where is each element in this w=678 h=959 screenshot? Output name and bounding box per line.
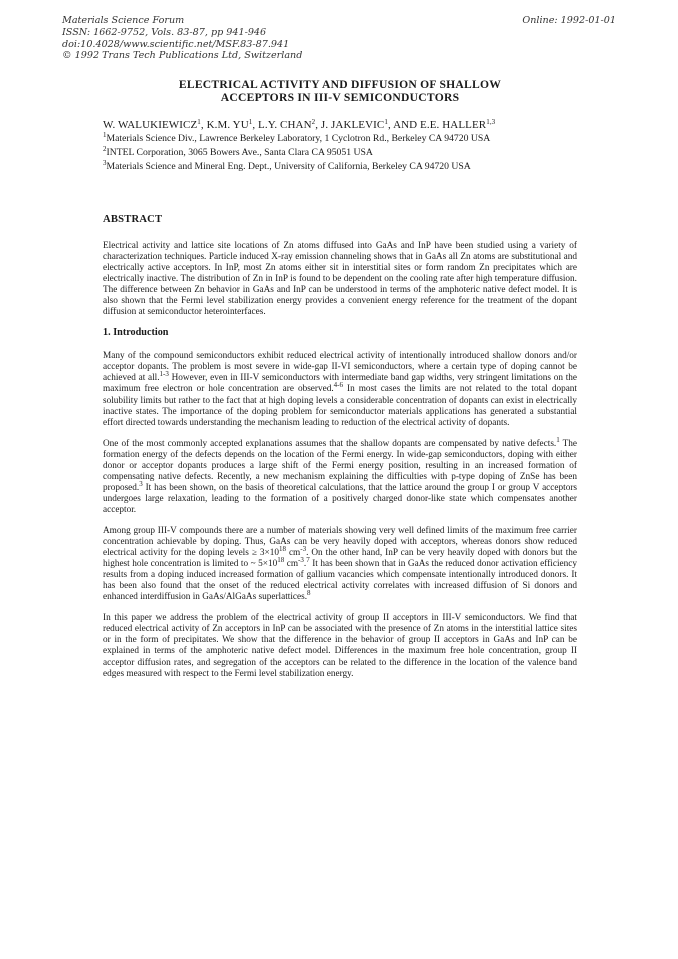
issn-line: ISSN: 1662-9752, Vols. 83-87, pp 941-946 (62, 26, 267, 38)
online-date: Online: 1992-01-01 (522, 15, 616, 26)
exponent-sup: -3 (298, 556, 304, 565)
paragraph-text: cm (284, 559, 299, 570)
paragraph-text: The formation energy of the defects depends on the location of the Fermi energy. In wide-gap semiconductors, doping with either donor or acceptor dopants produces a large shift of the Fermi energy position, resulting in an increased formation of compensating native defects. Recently, a new mechanism explaining the difficulties with p-type doping of ZnSe has been proposed. (103, 438, 577, 493)
author-name: , L.Y. CHAN (252, 119, 312, 131)
doi-line: doi:10.4028/www.scientific.net/MSF.83-87.941 (62, 38, 290, 50)
paper-title (103, 78, 577, 104)
copyright-line: © 1992 Trans Tech Publications Ltd, Switzerland (62, 50, 303, 62)
reference-sup: 3 (139, 479, 143, 488)
abstract-text: Electrical activity and lattice site locations of Zn atoms diffused into GaAs and InP have been studied using a variety of characterization techniques. Particle induced X-ray emission channeling shows that in GaAs all Zn atoms are substitutional and electrically active acceptors. In InP, most Zn atoms either sit in interstitial sites or form random Zn precipitates which are electrically inactive. The distribution of Zn in InP is found to be dependent on the cooling rate after high temperature diffusion. The difference between Zn behavior in GaAs and InP can be understood in terms of the amphoteric native defect model. It is also shown that the Fermi level stabilization energy provides a convenient energy reference for the treatment of the dopant diffusion at semiconductor heterointerfaces. (103, 241, 577, 318)
paragraph-text: Many of the compound semiconductors exhibit reduced electrical activity of intentionally introduced shallow donors and/or acceptor dopants. The problem is most severe in wide-gap II-VI semiconductors, where a certain type of doping cannot be achieved at all. (103, 351, 577, 384)
introduction-heading: 1. Introduction (103, 327, 169, 339)
reference-sup: 1 (556, 435, 560, 444)
paragraph-text: It has been shown, on the basis of theoretical calculations, that the lattice around the group I or group V acceptors undergoes large relaxation, leading to the formation of a positively charged donor-like state which compensates another acceptor. (103, 482, 577, 515)
paragraph-text: It has been shown that in GaAs the reduced donor activation efficiency results from a doping induced increased formation of gallium vacancies which compensate intentionally introduced donors. It has been also found that the onset of the reduced electrical activity correlates with increased diffusion of Si donors and enhanced interdiffusion in GaAs/AlGaAs superlattices. (103, 559, 577, 603)
reference-sup: 7 (306, 556, 310, 565)
reference-sup: 1-3 (159, 370, 169, 379)
affiliation-text: INTEL Corporation, 3065 Bowers Ave., Santa Clara CA 95051 USA (106, 147, 373, 158)
affiliation-3 (103, 160, 577, 174)
paragraph-text: . On the other hand, InP can be very heavily doped with donors but the highest hole concentration is limited to ~ 5×10 (103, 548, 577, 570)
abstract-heading: ABSTRACT (103, 214, 163, 225)
title-line-2: ACCEPTORS IN III-V SEMICONDUCTORS (220, 91, 460, 104)
affiliation-sup: 3 (103, 159, 107, 167)
paragraph-text: cm (285, 548, 301, 559)
affiliation-1 (103, 132, 577, 146)
affiliation-2 (103, 146, 577, 160)
author-affil-sup: 1,3 (486, 118, 496, 126)
paragraph-text: Among group III-V compounds there are a number of materials showing very well defined limits of the maximum free carrier concentration achievable by doping. Thus, GaAs can be very heavily doped with acceptors, whereas donors show reduced electrical activity for the doping levels ≥ 3×10 (103, 525, 577, 559)
publication-header (62, 15, 302, 62)
paper-content (103, 78, 577, 680)
reference-sup: 8 (307, 589, 311, 598)
intro-paragraph-2 (103, 435, 577, 516)
reference-sup: 4-6 (333, 381, 343, 390)
affiliation-sup: 1 (103, 131, 107, 139)
author-name: W. WALUKIEWICZ (103, 119, 198, 131)
exponent-sup: 18 (277, 556, 285, 565)
author-name: , J. JAKLEVIC (315, 119, 385, 131)
paragraph-text: One of the most commonly accepted explanations assumes that the shallow dopants are compensated by native defects. (103, 438, 557, 449)
paragraph-text: However, even in III-V semiconductors with intermediate band gap widths, very stringent limitations on the maximum free electron or hole concentration are observed. (103, 373, 577, 395)
title-line-1: ELECTRICAL ACTIVITY AND DIFFUSION OF SHALLOW (178, 78, 502, 91)
exponent-sup: 18 (278, 545, 286, 554)
author-name: , AND E.E. HALLER (387, 119, 487, 131)
author-affil-sup: 1 (248, 118, 253, 126)
author-affil-sup: 2 (311, 118, 316, 126)
author-name: , K.M. YU (200, 119, 249, 131)
affiliation-text: Materials Science Div., Lawrence Berkeley Laboratory, 1 Cyclotron Rd., Berkeley CA 94720 USA (106, 133, 491, 144)
paragraph-text: In most cases the limits are not related to the total dopant solubility limits but rather to the fact that at high doping levels a considerable concentration of dopants can exist in electrically inactive states. The importance of the doping problem for semiconductor materials applications has generated a substantial effort directed towards understanding the mechanism leading to reduction of the electrical activity of dopants. (103, 384, 577, 428)
intro-paragraph-3 (103, 526, 577, 603)
intro-paragraph-1 (103, 351, 577, 428)
exponent-sup: -3 (300, 545, 307, 554)
journal-name: Materials Science Forum (62, 15, 185, 26)
paragraph-text: . (303, 559, 307, 570)
author-affil-sup: 1 (197, 118, 201, 126)
affiliation-text: Materials Science and Mineral Eng. Dept., University of California, Berkeley CA 94720 USA (106, 161, 471, 172)
author-affil-sup: 1 (384, 118, 388, 126)
author-list (103, 118, 577, 132)
affiliation-sup: 2 (103, 145, 107, 153)
intro-paragraph-4: In this paper we address the problem of the electrical activity of group II acceptors in III-V semiconductors. We find that reduced electrical activity of Zn acceptors in InP can be associated with the presence of Zn atoms in the interstitial lattice sites or in the form of precipitates. We show that the difference in the behavior of group II acceptors in GaAs and InP can be explained in terms of the amphoteric native defect model. Differences in the maximum free hole concentration, group II acceptor diffusion rates, and segregation of the acceptors can be related to the difference in the location of the valence band edges measured with respect to the Fermi level stabilization energy. (103, 613, 577, 679)
